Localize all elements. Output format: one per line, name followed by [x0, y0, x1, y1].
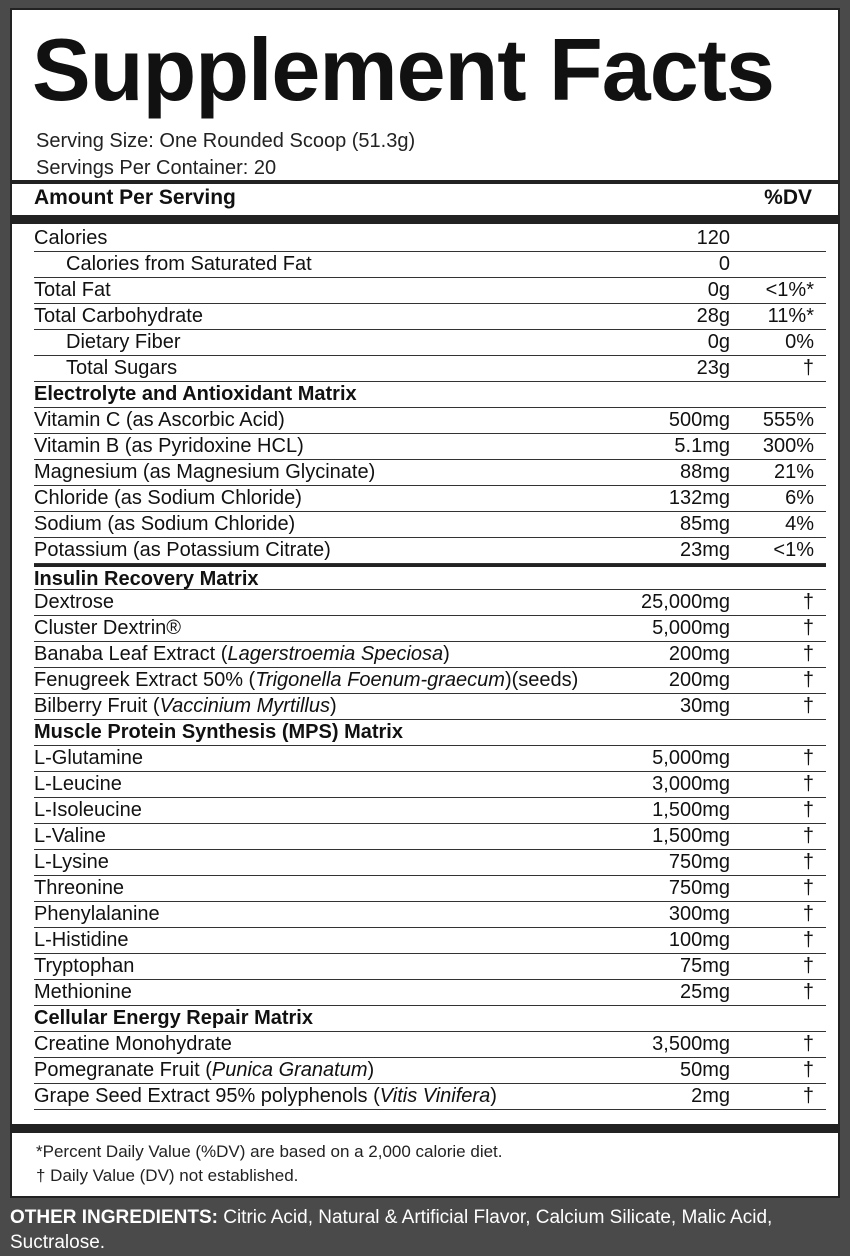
- nutrient-dv: †: [802, 747, 814, 769]
- nutrient-row: [34, 642, 826, 668]
- nutrient-row: [34, 772, 826, 798]
- nutrient-dv: †: [802, 981, 814, 1003]
- nutrient-dv: †: [802, 695, 814, 717]
- nutrient-name: L-Leucine: [34, 773, 122, 795]
- nutrient-name: Vitamin C (as Ascorbic Acid): [34, 409, 285, 431]
- section-title: Insulin Recovery Matrix: [34, 568, 259, 590]
- nutrient-dv: †: [802, 773, 814, 795]
- nutrient-name: Threonine: [34, 877, 125, 899]
- amount-header: [34, 186, 812, 214]
- nutrient-row: [34, 1032, 826, 1058]
- nutrient-name: Methionine: [34, 981, 132, 1003]
- nutrient-dv: 300%: [762, 435, 814, 457]
- nutrient-row: [34, 408, 826, 434]
- nutrient-name: Total Carbohydrate: [34, 305, 203, 327]
- nutrient-name: Tryptophan: [34, 955, 135, 977]
- nutrient-amount: 1,500mg: [652, 825, 730, 847]
- nutrient-row: [34, 616, 826, 642]
- nutrient-amount: 23mg: [679, 539, 730, 561]
- nutrient-row: [34, 252, 826, 278]
- nutrient-amount: 750mg: [668, 877, 730, 899]
- nutrient-amount: 5.1mg: [674, 435, 730, 457]
- nutrient-name: Calories: [34, 227, 108, 249]
- panel-title: Supplement Facts: [32, 20, 774, 119]
- nutrient-amount: 5,000mg: [652, 747, 730, 769]
- botanical-name: Trigonella Foenum-graecum: [255, 669, 505, 691]
- nutrient-dv: 21%: [773, 461, 814, 483]
- section-title: Cellular Energy Repair Matrix: [34, 1007, 313, 1029]
- nutrient-name: Fenugreek Extract 50% (Trigonella Foenum-graecum)(seeds): [34, 669, 579, 691]
- nutrient-name: Phenylalanine: [34, 903, 160, 925]
- nutrient-row: [34, 590, 826, 616]
- nutrient-table: [34, 226, 826, 1110]
- section-title: Muscle Protein Synthesis (MPS) Matrix: [34, 721, 403, 743]
- nutrient-amount: 200mg: [668, 643, 730, 665]
- nutrient-name: Magnesium (as Magnesium Glycinate): [34, 461, 376, 483]
- nutrient-row: [34, 1058, 826, 1084]
- nutrient-row: [34, 746, 826, 772]
- nutrient-name: Chloride (as Sodium Chloride): [34, 487, 302, 509]
- nutrient-dv: <1%*: [765, 279, 814, 301]
- nutrient-amount: 2mg: [691, 1085, 730, 1107]
- nutrient-name: Sodium (as Sodium Chloride): [34, 513, 296, 535]
- nutrient-row: [34, 850, 826, 876]
- nutrient-row: [34, 330, 826, 356]
- nutrient-dv: †: [802, 825, 814, 847]
- divider-thick: [12, 215, 838, 224]
- nutrient-dv: 11%*: [767, 305, 814, 327]
- botanical-name: Punica Granatum: [211, 1059, 368, 1081]
- divider-top: [12, 180, 838, 184]
- nutrient-row: [34, 538, 826, 564]
- nutrient-name: L-Glutamine: [34, 747, 143, 769]
- nutrient-amount: 120: [696, 227, 730, 249]
- nutrient-amount: 3,500mg: [652, 1033, 730, 1055]
- nutrient-row: [34, 434, 826, 460]
- nutrient-amount: 5,000mg: [652, 617, 730, 639]
- nutrient-name: Banaba Leaf Extract (Lagerstroemia Speciosa): [34, 643, 450, 665]
- botanical-name: Lagerstroemia Speciosa: [227, 643, 444, 665]
- nutrient-row: [34, 1084, 826, 1110]
- nutrient-row: [34, 356, 826, 382]
- nutrient-name: Total Sugars: [66, 357, 178, 379]
- nutrient-row: [34, 486, 826, 512]
- botanical-name: Vitis Vinifera: [379, 1085, 491, 1107]
- nutrient-row: [34, 668, 826, 694]
- divider-bottom: [12, 1124, 838, 1133]
- nutrient-name: Dextrose: [34, 591, 115, 613]
- nutrient-name: L-Histidine: [34, 929, 129, 951]
- other-ingredients-text: Citric Acid, Natural & Artificial Flavor, Calcium Silicate, Malic Acid, Suctralose.: [10, 1207, 773, 1253]
- nutrient-dv: †: [802, 929, 814, 951]
- nutrient-dv: †: [802, 1033, 814, 1055]
- nutrient-name: Creatine Monohydrate: [34, 1033, 232, 1055]
- nutrient-row: [34, 694, 826, 720]
- nutrient-dv: †: [802, 357, 814, 379]
- servings-per-container: Servings Per Container: 20: [36, 157, 277, 179]
- nutrient-dv: 4%: [785, 513, 814, 535]
- nutrient-amount: 0: [718, 253, 730, 275]
- nutrient-dv: †: [802, 669, 814, 691]
- nutrient-row: [34, 902, 826, 928]
- footnote-dv-not-established: † Daily Value (DV) not established.: [36, 1166, 299, 1185]
- nutrient-row: [34, 226, 826, 252]
- nutrient-dv: †: [802, 851, 814, 873]
- nutrient-dv: †: [802, 1085, 814, 1107]
- nutrient-amount: 200mg: [668, 669, 730, 691]
- nutrient-row: [34, 928, 826, 954]
- nutrient-name: L-Isoleucine: [34, 799, 142, 821]
- serving-size: Serving Size: One Rounded Scoop (51.3g): [36, 130, 416, 152]
- supplement-facts-panel: [10, 8, 840, 1198]
- nutrient-dv: †: [802, 617, 814, 639]
- nutrient-row: [34, 460, 826, 486]
- nutrient-row: [34, 304, 826, 330]
- nutrient-amount: 100mg: [668, 929, 730, 951]
- nutrient-name: Cluster Dextrin®: [34, 617, 181, 639]
- section-header: [34, 720, 826, 746]
- nutrient-amount: 300mg: [668, 903, 730, 925]
- nutrient-name: Dietary Fiber: [66, 331, 181, 353]
- nutrient-dv: <1%: [773, 539, 814, 561]
- nutrient-name: Calories from Saturated Fat: [66, 253, 312, 275]
- nutrient-amount: 3,000mg: [652, 773, 730, 795]
- nutrient-row: [34, 876, 826, 902]
- section-title: Electrolyte and Antioxidant Matrix: [34, 383, 357, 405]
- nutrient-row: [34, 824, 826, 850]
- nutrient-amount: 0g: [707, 331, 730, 353]
- nutrient-name: Grape Seed Extract 95% polyphenols (Vitis Vinifera): [34, 1085, 497, 1107]
- nutrient-name: Vitamin B (as Pyridoxine HCL): [34, 435, 304, 457]
- nutrient-dv: †: [802, 903, 814, 925]
- nutrient-amount: 88mg: [679, 461, 730, 483]
- nutrient-name: Bilberry Fruit (Vaccinium Myrtillus): [34, 695, 337, 717]
- nutrient-row: [34, 512, 826, 538]
- nutrient-dv: 6%: [785, 487, 814, 509]
- nutrient-dv: †: [802, 877, 814, 899]
- nutrient-row: [34, 954, 826, 980]
- nutrient-amount: 750mg: [668, 851, 730, 873]
- nutrient-dv: †: [802, 955, 814, 977]
- nutrient-row: [34, 798, 826, 824]
- other-ingredients: [10, 1205, 830, 1255]
- nutrient-name: Potassium (as Potassium Citrate): [34, 539, 331, 561]
- nutrient-amount: 132mg: [668, 487, 730, 509]
- nutrient-amount: 500mg: [668, 409, 730, 431]
- section-header: [34, 1006, 826, 1032]
- amount-per-serving-label: Amount Per Serving: [34, 186, 236, 209]
- nutrient-dv: 555%: [762, 409, 814, 431]
- nutrient-amount: 23g: [696, 357, 730, 379]
- other-ingredients-label: OTHER INGREDIENTS:: [10, 1207, 218, 1228]
- nutrient-row: [34, 278, 826, 304]
- nutrient-amount: 25,000mg: [641, 591, 730, 613]
- nutrient-dv: †: [802, 591, 814, 613]
- nutrient-amount: 1,500mg: [652, 799, 730, 821]
- nutrient-amount: 25mg: [679, 981, 730, 1003]
- nutrient-amount: 0g: [707, 279, 730, 301]
- section-header: [34, 382, 826, 408]
- nutrient-dv: 0%: [785, 331, 814, 353]
- nutrient-name: L-Valine: [34, 825, 106, 847]
- nutrient-dv: †: [802, 643, 814, 665]
- nutrient-row: [34, 980, 826, 1006]
- nutrient-amount: 28g: [696, 305, 730, 327]
- nutrient-amount: 30mg: [679, 695, 730, 717]
- botanical-name: Vaccinium Myrtillus: [159, 695, 330, 717]
- nutrient-name: Total Fat: [34, 279, 111, 301]
- section-header: [34, 564, 826, 590]
- nutrient-dv: †: [802, 799, 814, 821]
- footnote-percent-dv: *Percent Daily Value (%DV) are based on a 2,000 calorie diet.: [36, 1142, 503, 1161]
- nutrient-amount: 85mg: [679, 513, 730, 535]
- nutrient-dv: †: [802, 1059, 814, 1081]
- nutrient-name: L-Lysine: [34, 851, 109, 873]
- dv-header-label: %DV: [764, 186, 812, 209]
- nutrient-name: Pomegranate Fruit (Punica Granatum): [34, 1059, 375, 1081]
- nutrient-amount: 50mg: [679, 1059, 730, 1081]
- nutrient-amount: 75mg: [679, 955, 730, 977]
